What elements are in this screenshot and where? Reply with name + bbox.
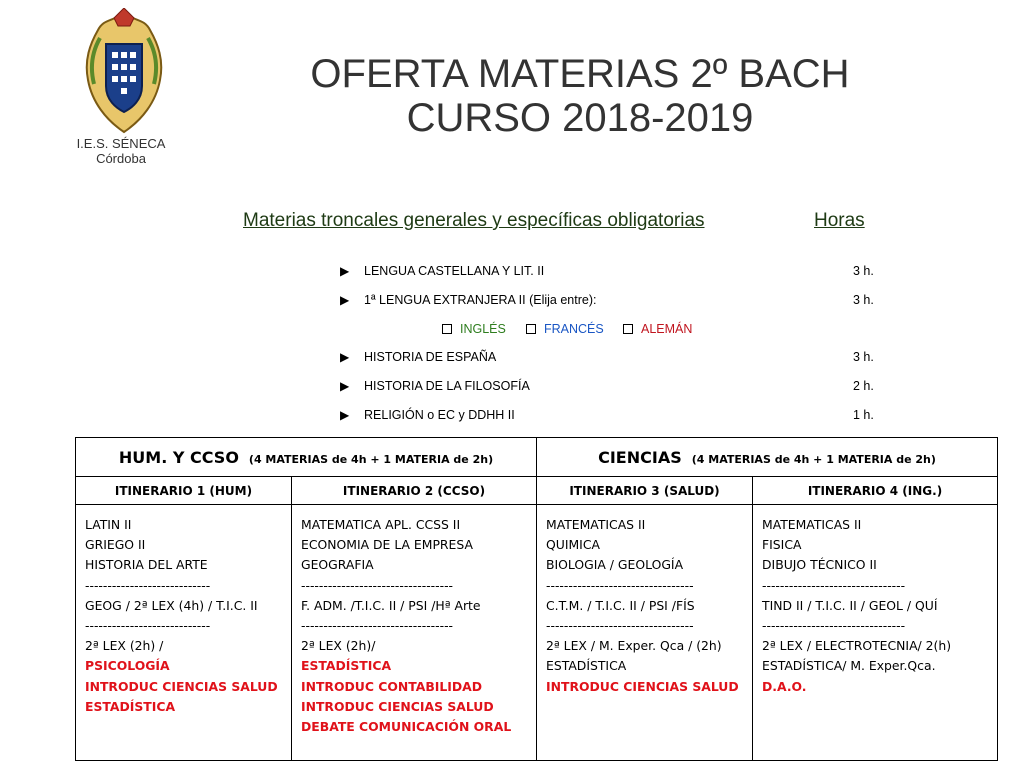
language-option-frances[interactable] [526, 322, 604, 336]
triangle-bullet-icon: ▶ [340, 408, 350, 422]
subject-line: 2ª LEX (2h) / [85, 638, 164, 654]
subject-line: ---------------------------------- [301, 618, 454, 634]
triangle-bullet-icon: ▶ [340, 293, 350, 307]
subject-line: HISTORIA DEL ARTE [85, 557, 208, 573]
subject-line: -------------------------------- [762, 618, 906, 634]
group-name: CIENCIAS [598, 447, 682, 467]
subject-line: INTRODUC CIENCIAS SALUD [85, 678, 278, 694]
title-line-2: CURSO 2018-2019 [406, 96, 754, 140]
subject-line: ESTADÍSTICA [301, 658, 392, 674]
subject-line: ---------------------------- [85, 618, 211, 634]
checkbox-icon [526, 324, 536, 334]
subject-line: ECONOMIA DE LA EMPRESA [301, 537, 473, 553]
subject-line: FISICA [762, 537, 802, 553]
triangle-bullet-icon: ▶ [340, 379, 350, 393]
subject-line: LATIN II [85, 517, 132, 532]
subject-line: ESTADÍSTICA [85, 698, 176, 714]
triangle-bullet-icon: ▶ [340, 350, 350, 364]
group-name: HUM. Y CCSO [118, 447, 239, 467]
subject-hours: 2 h. [853, 379, 874, 393]
subject-line: GEOG / 2ª LEX (4h) / T.I.C. II [85, 597, 258, 613]
group-header-ciencias [537, 438, 998, 477]
list-item [340, 293, 880, 322]
subject-line: PSICOLOGÍA [85, 658, 170, 674]
subject-line: INTRODUC CIENCIAS SALUD [546, 678, 739, 694]
school-name-line: I.E.S. SÉNECA [76, 136, 166, 151]
language-label: INGLÉS [460, 322, 506, 336]
subject-line: ---------------------------------- [301, 577, 454, 593]
itinerary-header-1: ITINERARIO 1 (HUM) [76, 477, 292, 505]
subject-hours: 1 h. [853, 408, 874, 422]
checkbox-icon [442, 324, 452, 334]
subject-line: D.A.O. [762, 678, 807, 694]
subject-label: HISTORIA DE LA FILOSOFÍA [364, 379, 530, 393]
language-option-aleman[interactable] [623, 322, 692, 336]
subject-line: F. ADM. /T.I.C. II / PSI /Hª Arte [301, 597, 481, 613]
subject-line: --------------------------------- [546, 577, 694, 593]
subject-line: 2ª LEX (2h)/ [301, 638, 376, 654]
title-line-1: OFERTA MATERIAS 2º BACH [310, 52, 850, 96]
core-subjects-list [340, 264, 880, 437]
subject-line: MATEMATICAS II [546, 517, 646, 532]
page-title [200, 52, 960, 140]
group-header-hum [76, 438, 537, 477]
subject-label: 1ª LENGUA EXTRANJERA II (Elija entre): [364, 293, 597, 307]
subject-hours: 3 h. [853, 350, 874, 364]
itinerary-header-2: ITINERARIO 2 (CCSO) [292, 477, 537, 505]
subject-line: 2ª LEX / M. Exper. Qca / (2h) [546, 638, 722, 654]
subject-line: C.T.M. / T.I.C. II / PSI /FÍS [546, 597, 695, 613]
subject-line: DEBATE COMUNICACIÓN ORAL [301, 719, 512, 735]
list-item [340, 264, 880, 293]
subject-line: QUIMICA [546, 537, 600, 553]
subject-line: MATEMATICA APL. CCSS II [301, 517, 461, 532]
subject-line: GEOGRAFIA [301, 557, 374, 573]
subject-label: LENGUA CASTELLANA Y LIT. II [364, 264, 545, 278]
subject-line: ESTADÍSTICA [546, 658, 627, 674]
subject-line: DIBUJO TÉCNICO II [762, 557, 877, 573]
itinerary-subjects-2 [292, 505, 537, 761]
language-options [340, 322, 880, 350]
subject-line: ESTADÍSTICA/ M. Exper.Qca. [762, 658, 936, 674]
itinerary-subjects-4 [753, 505, 998, 761]
subject-hours: 3 h. [853, 264, 874, 278]
subject-line: 2ª LEX / ELECTROTECNIA/ 2(h) [762, 638, 952, 654]
group-detail: (4 MATERIAS de 4h + 1 MATERIA de 2h) [691, 452, 936, 466]
subject-hours: 3 h. [853, 293, 874, 307]
itineraries-table [75, 437, 998, 761]
itinerary-subjects-3 [537, 505, 753, 761]
language-option-ingles[interactable] [442, 322, 506, 336]
subjects-heading: Materias troncales generales y específicas obligatorias [243, 210, 705, 231]
school-name [60, 136, 182, 166]
subject-line: GRIEGO II [85, 537, 146, 553]
checkbox-icon [623, 324, 633, 334]
list-item [340, 350, 880, 379]
subject-line: INTRODUC CONTABILIDAD [301, 678, 483, 694]
subject-line: MATEMATICAS II [762, 517, 862, 532]
language-label: FRANCÉS [544, 322, 604, 336]
itinerary-header-4: ITINERARIO 4 (ING.) [753, 477, 998, 505]
hours-heading: Horas [814, 210, 865, 231]
school-crest-logo [74, 8, 174, 136]
subject-line: INTRODUC CIENCIAS SALUD [301, 698, 494, 714]
triangle-bullet-icon: ▶ [340, 264, 350, 278]
subject-label: HISTORIA DE ESPAÑA [364, 350, 497, 364]
list-item [340, 408, 880, 437]
subject-line: ---------------------------- [85, 577, 211, 593]
itinerary-subjects-1 [76, 505, 292, 761]
subject-line: -------------------------------- [762, 577, 906, 593]
subject-line: TIND II / T.I.C. II / GEOL / QUÍ [762, 597, 938, 613]
language-label: ALEMÁN [641, 322, 693, 336]
school-city: Córdoba [96, 151, 146, 166]
subject-line: BIOLOGIA / GEOLOGÍA [546, 557, 684, 573]
subject-line: --------------------------------- [546, 618, 694, 634]
subject-label: RELIGIÓN o EC y DDHH II [364, 408, 515, 422]
list-item [340, 379, 880, 408]
itinerary-header-3: ITINERARIO 3 (SALUD) [537, 477, 753, 505]
group-detail: (4 MATERIAS de 4h + 1 MATERIA de 2h) [248, 452, 494, 466]
